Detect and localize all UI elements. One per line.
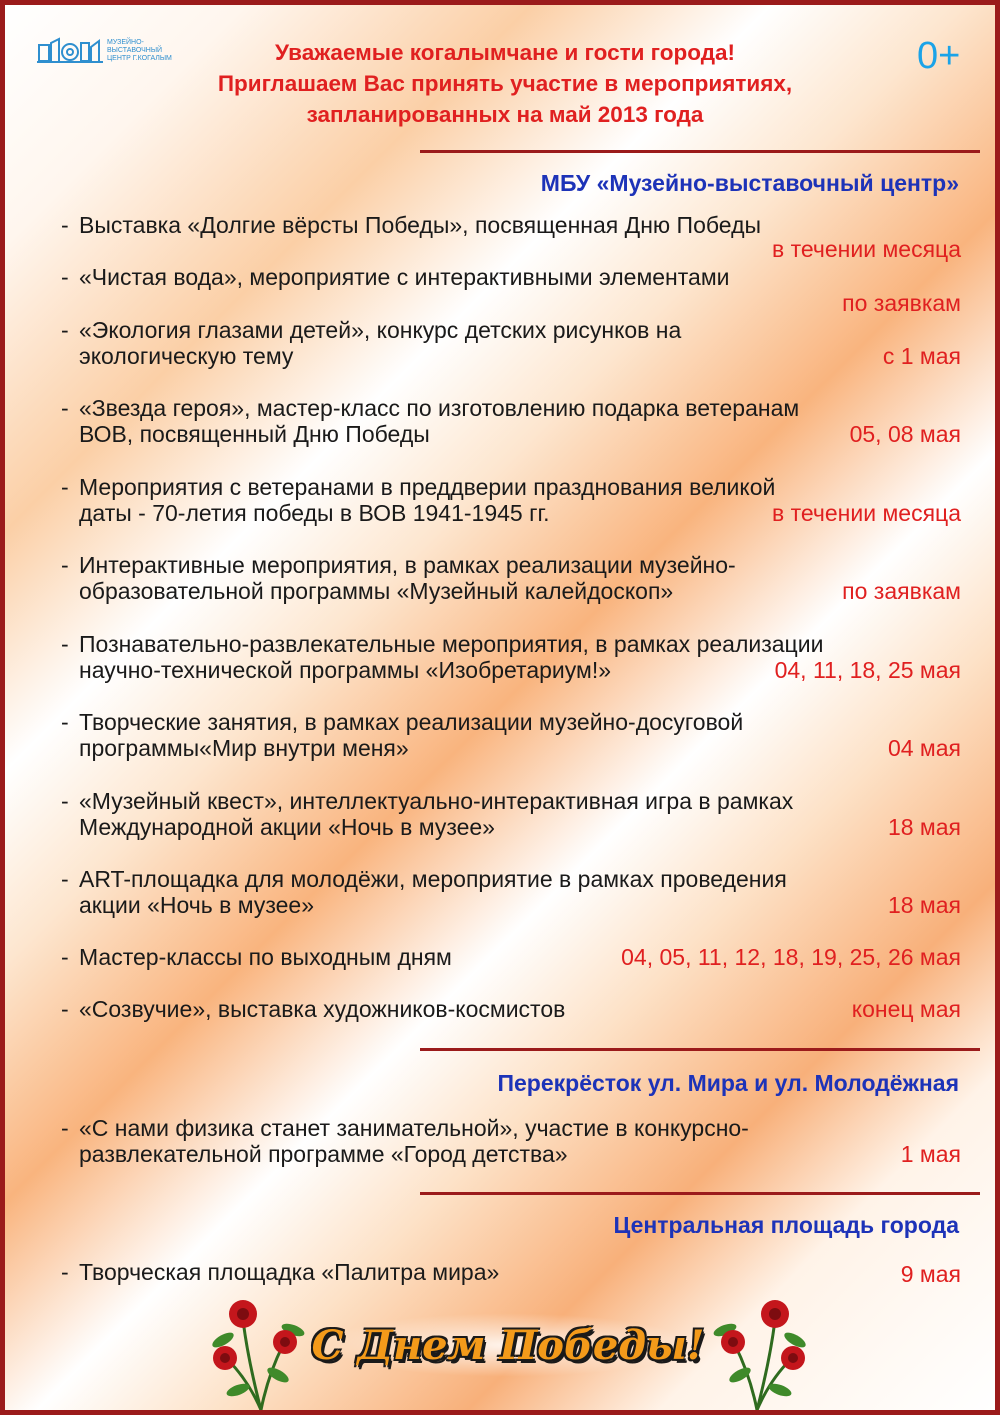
event-title-cont: образовательной программы «Музейный калейдоскоп» xyxy=(79,578,674,604)
logo-text: МУЗЕЙНО-ВЫСТАВОЧНЫЙ ЦЕНТР Г.КОГАЛЫМ xyxy=(107,39,172,62)
section-divider xyxy=(420,1048,980,1051)
event-date: конец мая xyxy=(851,996,961,1022)
age-rating: 0+ xyxy=(917,35,961,77)
event-date: по заявкам xyxy=(842,290,961,316)
intro-line: Приглашаем Вас принять участие в мероприятиях, xyxy=(217,71,793,96)
event-title: Интерактивные мероприятия, в рамках реализации музейно- xyxy=(79,552,736,578)
event-item: - Познавательно-развлекательные мероприятия, в рамках реализации научно-технической программы «Изобретариум!» 04, 11, 18, 25 мая xyxy=(61,631,961,683)
event-title: Творческие занятия, в рамках реализации музейно-досуговой xyxy=(79,709,744,735)
event-item: - Выставка «Долгие вёрсты Победы», посвященная Дню Победы в течении месяца xyxy=(61,212,961,262)
event-title: «Звезда героя», мастер-класс по изготовлению подарка ветеранам xyxy=(79,395,800,421)
event-title-cont: развлекательной программе «Город детства» xyxy=(79,1141,568,1167)
event-item: - Мероприятия с ветеранами в преддверии празднования великой даты - 70-летия победы в ВОВ 1941-1945 гг. в течении месяца xyxy=(61,474,961,526)
section-title: МБУ «Музейно-выставочный центр» xyxy=(540,170,959,196)
event-title: Выставка «Долгие вёрсты Победы», посвященная Дню Победы xyxy=(79,212,762,238)
event-date: 04, 11, 18, 25 мая xyxy=(774,657,961,683)
event-date: 1 мая xyxy=(900,1141,961,1167)
intro-line: Уважаемые когалымчане и гости города! xyxy=(275,40,735,65)
greeting-text: С Днем Победы! xyxy=(311,1321,705,1369)
event-title: «Созвучие», выставка художников-космистов xyxy=(79,996,566,1022)
event-item: - Творческая площадка «Палитра мира» 9 мая xyxy=(61,1259,961,1287)
event-date: по заявкам xyxy=(842,578,961,604)
event-title: «Чистая вода», мероприятие с интерактивными элементами xyxy=(79,264,730,290)
event-title: «Музейный квест», интеллектуально-интерактивная игра в рамках xyxy=(79,788,794,814)
event-title-cont: программы«Мир внутри меня» xyxy=(79,735,409,761)
event-date: в течении месяца xyxy=(772,236,961,262)
rose-bouquet-icon xyxy=(203,1290,313,1415)
event-item: - «Созвучие», выставка художников-космистов конец мая xyxy=(61,996,961,1022)
event-item: - ART-площадка для молодёжи, мероприятие в рамках проведения акции «Ночь в музее» 18 мая xyxy=(61,866,961,918)
event-title: Познавательно-развлекательные мероприятия, в рамках реализации xyxy=(79,631,824,657)
event-item: - Интерактивные мероприятия, в рамках реализации музейно- образовательной программы «Музейный калейдоскоп» по заявкам xyxy=(61,552,961,604)
event-title: ART-площадка для молодёжи, мероприятие в рамках проведения xyxy=(79,866,787,892)
event-date: 05, 08 мая xyxy=(849,421,961,447)
event-date: в течении месяца xyxy=(772,500,961,526)
event-title-cont: Международной акции «Ночь в музее» xyxy=(79,814,495,840)
event-title-cont: даты - 70-летия победы в ВОВ 1941-1945 гг. xyxy=(79,500,550,526)
intro-text xyxy=(145,37,865,130)
section-divider xyxy=(420,150,980,153)
event-title: Мастер-классы по выходным дням xyxy=(79,944,452,970)
event-item: - «С нами физика станет занимательной», участие в конкурсно- развлекательной программе «Город детства» 1 мая xyxy=(61,1115,961,1167)
event-item: - «Чистая вода», мероприятие с интерактивными элементами по заявкам xyxy=(61,264,961,316)
event-date: 04 мая xyxy=(887,735,961,761)
victory-day-greeting xyxy=(311,1313,705,1377)
event-title: Творческая площадка «Палитра мира» xyxy=(79,1259,500,1285)
event-title-cont: научно-технической программы «Изобретариум!» xyxy=(79,657,611,683)
event-item: - Мастер-классы по выходным дням 04, 05, 11, 12, 18, 19, 25, 26 мая xyxy=(61,944,961,970)
event-title-cont: акции «Ночь в музее» xyxy=(79,892,314,918)
event-title-cont: экологическую тему xyxy=(79,343,294,369)
museum-logo-icon xyxy=(37,35,105,65)
event-title-cont: ВОВ, посвященный Дню Победы xyxy=(79,421,430,447)
rose-bouquet-icon xyxy=(705,1290,815,1415)
event-item: - «Экология глазами детей», конкурс детских рисунков на экологическую тему с 1 мая xyxy=(61,317,961,369)
section-title: Центральная площадь города xyxy=(613,1212,959,1238)
event-date: 18 мая xyxy=(887,892,961,918)
event-date: 9 мая xyxy=(900,1261,961,1287)
section-title: Перекрёсток ул. Мира и ул. Молодёжная xyxy=(497,1070,959,1096)
event-title: Мероприятия с ветеранами в преддверии празднования великой xyxy=(79,474,776,500)
event-item: - Творческие занятия, в рамках реализации музейно-досуговой программы«Мир внутри меня» 04 мая xyxy=(61,709,961,761)
intro-line: запланированных на май 2013 года xyxy=(306,102,704,127)
section-divider xyxy=(420,1192,980,1195)
event-date: с 1 мая xyxy=(882,343,961,369)
event-date: 04, 05, 11, 12, 18, 19, 25, 26 мая xyxy=(621,944,961,970)
event-title: «Экология глазами детей», конкурс детских рисунков на xyxy=(79,317,682,343)
event-title: «С нами физика станет занимательной», участие в конкурсно- xyxy=(79,1115,749,1141)
event-date: 18 мая xyxy=(887,814,961,840)
event-item: - «Звезда героя», мастер-класс по изготовлению подарка ветеранам ВОВ, посвященный Дню Победы 05, 08 мая xyxy=(61,395,961,447)
event-item: - «Музейный квест», интеллектуально-интерактивная игра в рамках Международной акции «Ночь в музее» 18 мая xyxy=(61,788,961,840)
